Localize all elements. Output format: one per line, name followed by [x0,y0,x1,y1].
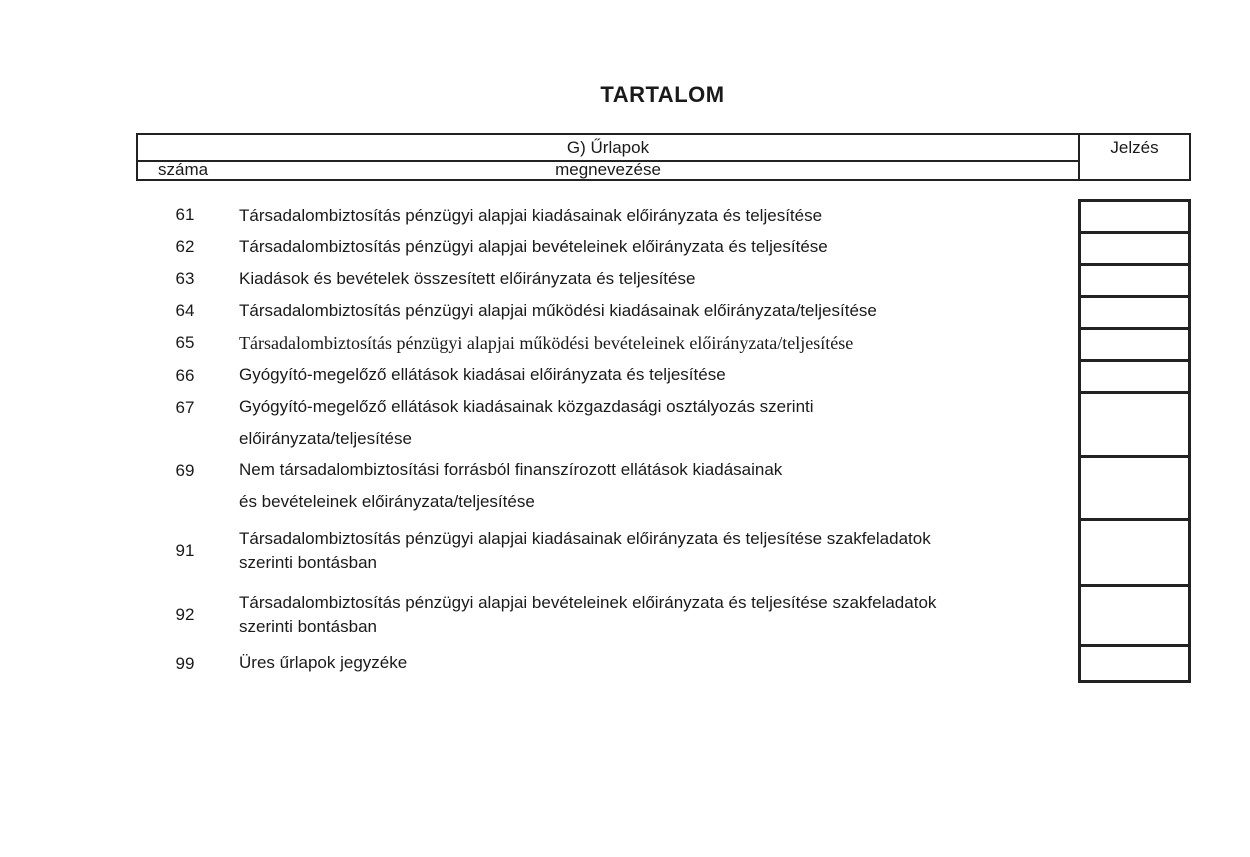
form-name-line: szerinti bontásban [239,617,377,636]
form-name [239,647,1069,679]
header-subrow [138,160,1078,181]
column-header-number: száma [158,160,209,179]
mark-checkbox[interactable] [1078,359,1191,391]
form-name-line: Társadalombiztosítás pénzügyi alapjai bevételeinek előirányzata és teljesítése [239,237,828,256]
form-name-line: Társadalombiztosítás pénzügyi alapjai működési kiadásainak előirányzata/teljesítése [239,301,877,320]
mark-checkbox[interactable] [1078,327,1191,359]
mark-checkbox[interactable] [1078,391,1191,455]
mark-checkbox[interactable] [1078,518,1191,584]
form-name [239,527,1069,575]
form-name-line: Társadalombiztosítás pénzügyi alapjai működési bevételeinek előirányzata/teljesítése [239,333,854,353]
form-name [239,263,1069,295]
form-name-line: Társadalombiztosítás pénzügyi alapjai bevételeinek előirányzata és teljesítése szakfeladatok [239,593,937,612]
form-name [239,454,1069,518]
mark-checkbox[interactable] [1078,584,1191,644]
form-name [239,359,1069,391]
form-name [239,200,1069,232]
group-label: G) Űrlapok [138,135,1078,162]
form-name-line: Társadalombiztosítás pénzügyi alapjai kiadásainak előirányzata és teljesítése szakfeladatok [239,529,931,548]
form-name-line: Társadalombiztosítás pénzügyi alapjai kiadásainak előirányzata és teljesítése [239,206,823,225]
form-number: 67 [175,398,195,417]
form-number: 63 [175,269,195,288]
page-title: TARTALOM [600,82,725,107]
form-name-line: és bevételeinek előirányzata/teljesítése [239,492,535,511]
table-header [136,133,1080,181]
form-name-line: Kiadások és bevételek összesített előirányzata és teljesítése [239,269,696,288]
form-name [239,327,1069,359]
form-name [239,295,1069,327]
form-name [239,391,1069,455]
form-number: 65 [175,333,195,352]
mark-checkbox[interactable] [1078,231,1191,263]
form-number: 92 [175,605,195,624]
form-number: 99 [175,654,195,673]
mark-checkbox[interactable] [1078,455,1191,518]
form-number: 69 [175,461,195,480]
form-name-line: szerinti bontásban [239,553,377,572]
form-number: 61 [175,205,195,224]
column-header-name: megnevezése [555,160,661,179]
form-number: 62 [175,237,195,256]
form-name [239,231,1069,263]
form-name-line: Üres űrlapok jegyzéke [239,653,408,672]
form-number: 91 [175,541,195,560]
form-name-line: Gyógyító-megelőző ellátások kiadásainak közgazdasági osztályozás szerinti [239,397,814,416]
column-header-mark: Jelzés [1078,133,1191,181]
form-name-line: előirányzata/teljesítése [239,429,412,448]
form-name [239,591,1069,639]
mark-checkbox[interactable] [1078,295,1191,327]
mark-checkbox[interactable] [1078,644,1191,683]
form-number: 66 [175,366,195,385]
mark-checkbox[interactable] [1078,263,1191,295]
form-name-line: Gyógyító-megelőző ellátások kiadásai előirányzata és teljesítése [239,365,726,384]
form-name-line: Nem társadalombiztosítási forrásból finanszírozott ellátások kiadásainak [239,460,783,479]
form-number: 64 [175,301,195,320]
mark-checkbox[interactable] [1078,199,1191,231]
